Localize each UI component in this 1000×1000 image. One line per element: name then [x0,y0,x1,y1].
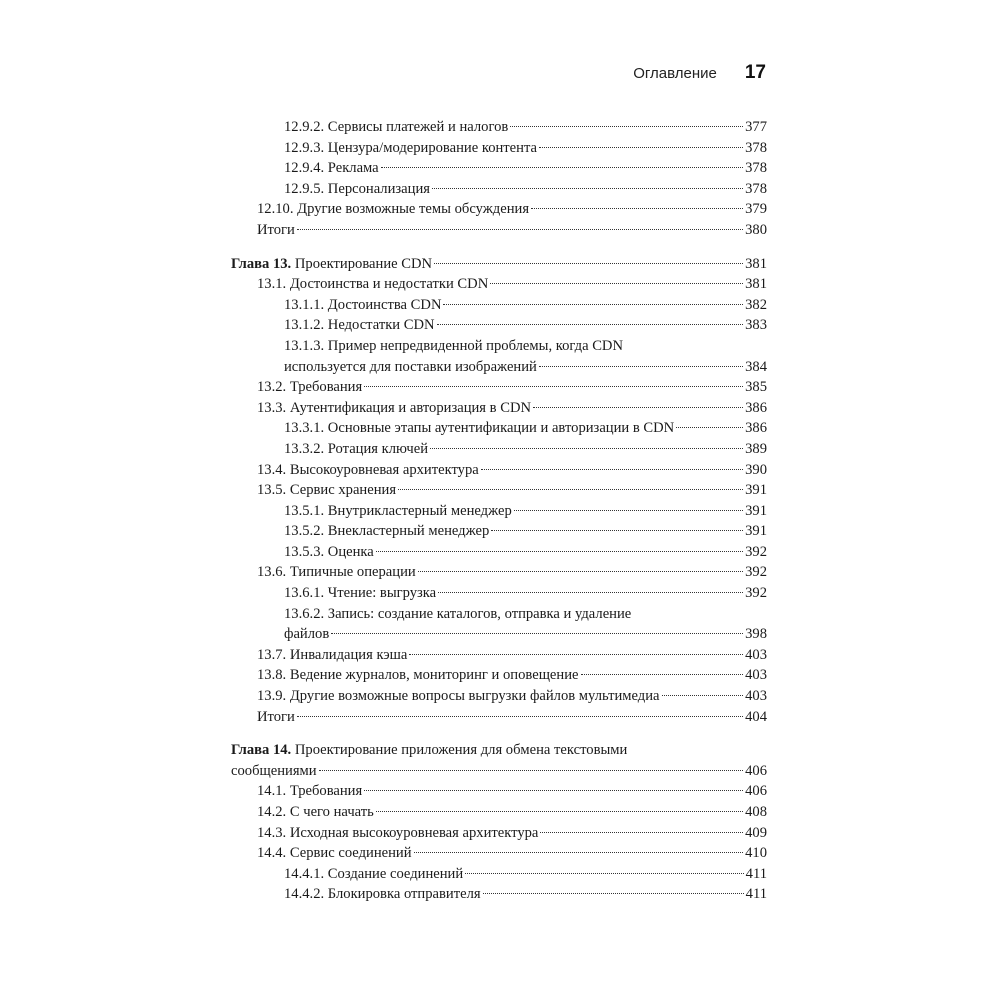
chapter-label: Глава 14. [231,742,292,759]
toc-entry[interactable] [231,315,767,336]
toc-entry-number: 14.4. [257,845,287,862]
running-head [633,62,766,84]
toc-entry-title: Реклама [327,160,379,177]
toc-entry-page: 381 [745,276,767,293]
toc-entry-number: 13.3. [257,399,287,416]
toc-entry[interactable] [231,843,767,864]
toc-entry[interactable] [231,295,767,316]
toc-entry[interactable] [231,645,767,666]
dot-leader [443,304,743,305]
toc-entry-title: Чтение: выгрузка [327,585,437,602]
dot-leader [483,893,744,894]
toc-entry-number: 13.1.3. [284,337,325,354]
toc-entry-title: Инвалидация кэша [289,646,408,663]
toc-entry-title: Другие возможные вопросы выгрузки файлов мультимедиа [289,688,660,705]
toc-entry-title: Сервис хранения [289,482,397,499]
dot-leader [381,167,743,168]
toc-entry-page: 379 [745,201,767,218]
toc-entry-number: 13.6. [257,564,287,581]
toc-entry[interactable] [231,418,767,439]
toc-entry[interactable] [231,117,767,138]
toc-entry-page: 410 [745,845,767,862]
toc-entry-title: Цензура/модерирование контента [327,139,537,156]
toc-entry-number: 13.5.2. [284,523,325,540]
toc-entry[interactable] [231,336,767,377]
toc-entry-number: 14.4.1. [284,865,325,882]
toc-entry-page: 389 [745,440,767,457]
toc-entry-title: Блокировка отправителя [327,886,481,903]
toc-entry-number: 14.4.2. [284,886,325,903]
dot-leader [430,448,743,449]
dot-leader [398,489,743,490]
toc-entry[interactable] [231,542,767,563]
toc-entry-number: 13.5.3. [284,543,325,560]
dot-leader [432,188,743,189]
toc-entry-title: С чего начать [289,804,374,820]
toc-entry-page: 403 [745,646,767,663]
dot-leader [531,208,743,209]
toc-entry[interactable] [231,802,767,823]
page-number: 17 [744,62,766,83]
toc-entry-page: 392 [745,543,767,560]
toc-entry-number: 13.2. [257,379,287,396]
dot-leader [364,386,743,387]
toc-entry-number: 14.3. [257,824,287,841]
toc-entry-page: 409 [745,824,767,841]
toc-entry-title: Исходная высокоуровневая архитектура [289,824,539,841]
chapter-title: Проектирование приложения для обмена текстовыми [294,742,628,759]
toc-chapter-13[interactable] [231,254,767,275]
toc-entry-title: Требования [289,379,363,396]
toc-entry[interactable] [231,604,767,645]
toc-entry[interactable] [231,480,767,501]
toc-entry[interactable] [231,665,767,686]
toc-entry-page: 406 [745,762,767,779]
toc-entry-title: Достоинства и недостатки CDN [289,276,489,293]
dot-leader [437,324,744,325]
dot-leader [676,427,743,428]
toc-entry-title-continuation: файлов [284,626,330,643]
dot-leader [409,654,743,655]
toc-entry-page: 382 [745,296,767,313]
toc-entry-number: 13.5.1. [284,502,325,519]
toc-entry-title: Персонализация [327,180,430,197]
toc-entry-page: 404 [745,708,767,725]
toc-entry-title: Типичные операции [289,564,416,581]
dot-leader [364,790,743,791]
toc-entry[interactable] [231,781,767,802]
toc-entry-page: 403 [745,688,767,705]
toc-entry-page: 392 [745,564,767,581]
toc-entry[interactable] [231,179,767,200]
chapter-title: Проектирование CDN [294,255,433,272]
toc-entry-page: 384 [745,358,767,375]
toc-entry-title: Запись: создание каталогов, отправка и удаление [327,605,632,622]
toc-entry-page: 391 [745,482,767,499]
toc-entry-number: 12.9.3. [284,139,325,156]
dot-leader [297,716,743,717]
toc-entry-title: Требования [289,783,363,800]
dot-leader [418,571,743,572]
toc-entry[interactable] [231,138,767,159]
dot-leader [539,147,743,148]
toc-entry-title: Аутентификация и авторизация в CDN [289,399,532,416]
toc-entry-title: Высокоуровневая архитектура [289,461,479,478]
toc-entry-number: 13.1. [257,276,287,293]
dot-leader [510,126,743,127]
toc-entry-title-continuation: используется для поставки изображений [284,358,537,375]
toc-entry-title: Основные этапы аутентификации и авторизации в CDN [327,420,675,437]
toc-entry-page: 377 [745,119,767,135]
dot-leader [481,469,743,470]
toc-entry-title: Другие возможные темы обсуждения [297,201,530,218]
toc-entry[interactable] [231,377,767,398]
toc-entry[interactable] [231,884,767,905]
toc-entry-page: 411 [745,865,767,882]
toc-entry[interactable] [231,158,767,179]
toc-entry-title: Ротация ключей [327,440,429,457]
chapter-title-continuation: сообщениями [231,762,317,779]
dot-leader [319,770,744,771]
toc-entry-page: 380 [745,221,767,238]
toc-entry[interactable] [231,823,767,844]
toc-entry-title: Внутрикластерный менеджер [327,502,512,519]
toc-entry[interactable] [231,274,767,295]
toc-entry-number: 12.9.2. [284,119,325,135]
toc-entry[interactable] [231,220,767,241]
toc-entry-title: Достоинства CDN [327,296,442,313]
toc-entry-page: 406 [745,783,767,800]
running-head-section: Оглавление [633,65,717,82]
toc-entry-number: 13.6.1. [284,585,325,602]
toc-entry-number: 13.7. [257,646,287,663]
dot-leader [297,229,743,230]
toc-entry-title: Создание соединений [327,865,464,882]
toc-entry[interactable] [231,460,767,481]
toc-chapter-14[interactable] [231,740,767,781]
toc-entry-number: 13.4. [257,461,287,478]
table-of-contents [231,117,767,905]
toc-entry-page: 391 [745,523,767,540]
dot-leader [438,592,743,593]
toc-entry-number: 13.3.2. [284,440,325,457]
toc-entry[interactable] [231,521,767,542]
toc-entry-page: 378 [745,139,767,156]
toc-entry-title: Итоги [257,221,295,238]
toc-entry-number: 12.10. [257,201,294,218]
toc-entry-page: 378 [745,180,767,197]
toc-entry-title: Итоги [257,708,295,725]
toc-entry-page: 390 [745,461,767,478]
toc-entry[interactable] [231,199,767,220]
toc-entry-page: 383 [745,317,767,334]
dot-leader [331,633,743,634]
toc-entry-page: 386 [745,420,767,437]
dot-leader [491,530,743,531]
toc-entry-number: 13.1.2. [284,317,325,334]
toc-entry-page: 381 [745,255,767,272]
toc-entry-title: Ведение журналов, мониторинг и оповещение [289,667,579,684]
toc-entry-page: 411 [745,886,767,903]
toc-entry[interactable] [231,501,767,522]
toc-entry-page: 378 [745,160,767,177]
toc-entry-title: Недостатки CDN [327,317,435,334]
dot-leader [662,695,744,696]
toc-entry-number: 13.8. [257,667,287,684]
toc-entry-number: 14.2. [257,804,287,820]
toc-entry[interactable] [231,686,767,707]
toc-entry-number: 14.1. [257,783,287,800]
toc-entry-page: 386 [745,399,767,416]
toc-entry-page: 408 [745,804,767,820]
dot-leader [434,263,743,264]
toc-entry-number: 13.6.2. [284,605,325,622]
toc-entry-title: Пример непредвиденной проблемы, когда CDN [327,337,624,354]
dot-leader [465,873,743,874]
toc-entry-title: Сервисы платежей и налогов [327,119,509,135]
dot-leader [581,674,744,675]
toc-entry-page: 392 [745,585,767,602]
toc-entry[interactable] [231,864,767,885]
section-gap [231,241,767,254]
dot-leader [376,551,743,552]
dot-leader [533,407,743,408]
dot-leader [490,283,743,284]
dot-leader [539,366,743,367]
toc-entry-number: 13.5. [257,482,287,499]
toc-entry-number: 13.3.1. [284,420,325,437]
toc-entry-title: Сервис соединений [289,845,412,862]
toc-entry[interactable] [231,707,767,728]
chapter-label: Глава 13. [231,255,292,272]
toc-entry-title: Оценка [327,543,374,560]
toc-entry-page: 385 [745,379,767,396]
toc-entry-number: 12.9.5. [284,180,325,197]
toc-entry[interactable] [231,439,767,460]
toc-entry-page: 391 [745,502,767,519]
dot-leader [376,811,743,812]
toc-entry-page: 403 [745,667,767,684]
section-gap [231,727,767,740]
dot-leader [414,852,744,853]
toc-entry[interactable] [231,562,767,583]
dot-leader [540,832,743,833]
toc-entry[interactable] [231,583,767,604]
toc-entry-number: 13.1.1. [284,296,325,313]
toc-entry-number: 13.9. [257,688,287,705]
dot-leader [514,510,743,511]
toc-entry-number: 12.9.4. [284,160,325,177]
toc-entry[interactable] [231,398,767,419]
toc-entry-page: 398 [745,626,767,643]
toc-entry-title: Внекластерный менеджер [327,523,490,540]
